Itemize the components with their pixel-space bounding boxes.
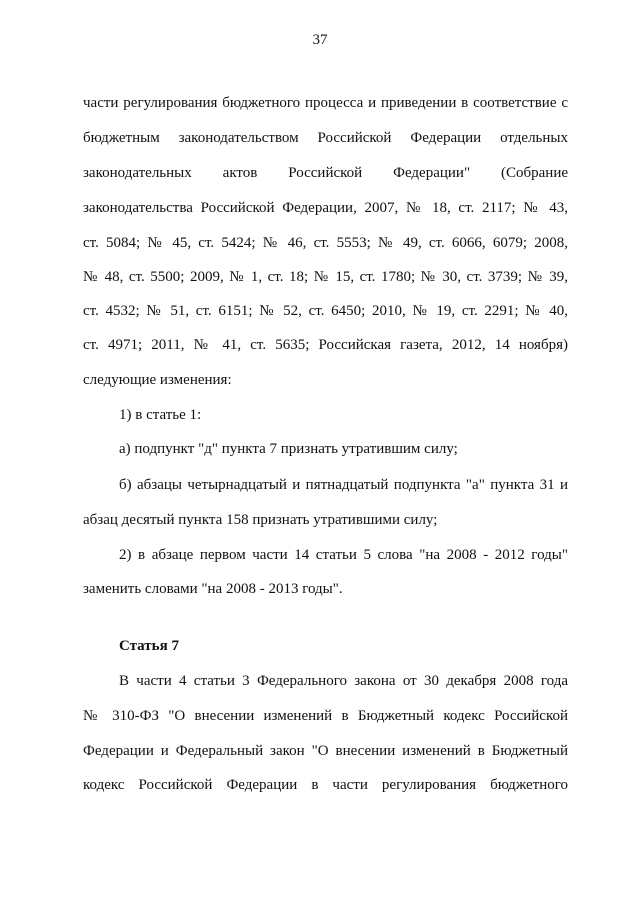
list-item: 1) в статье 1: <box>119 407 202 423</box>
text-line: ст. 4971; 2011, № 41, ст. 5635; Российская газета, 2012, 14 ноября) <box>83 337 568 353</box>
page-number: 37 <box>312 32 328 48</box>
text-line: Федерации и Федеральный закон "О внесении изменений в Бюджетный <box>83 743 568 759</box>
text-line: В части 4 статьи 3 Федерального закона от 30 декабря 2008 года <box>119 673 568 689</box>
text-line: ст. 4532; № 51, ст. 6151; № 52, ст. 6450; 2010, № 19, ст. 2291; № 40, <box>83 303 568 319</box>
text-line: части регулирования бюджетного процесса и приведении в соответствие с <box>83 95 568 111</box>
list-item: 2) в абзаце первом части 14 статьи 5 слова "на 2008 - 2012 годы" <box>119 547 568 563</box>
text-line: следующие изменения: <box>83 372 232 388</box>
list-item: б) абзацы четырнадцатый и пятнадцатый подпункта "а" пункта 31 и <box>119 477 568 493</box>
text-line: кодекс Российской Федерации в части регулирования бюджетного <box>83 777 568 793</box>
text-line: ст. 5084; № 45, ст. 5424; № 46, ст. 5553; № 49, ст. 6066, 6079; 2008, <box>83 235 568 251</box>
text-line: абзац десятый пункта 158 признать утратившими силу; <box>83 512 438 528</box>
text-line: заменить словами "на 2008 - 2013 годы". <box>83 581 343 597</box>
article-heading: Статья 7 <box>119 638 179 654</box>
list-item: а) подпункт "д" пункта 7 признать утратившим силу; <box>119 441 458 457</box>
text-line: законодательства Российской Федерации, 2007, № 18, ст. 2117; № 43, <box>83 200 568 216</box>
text-line: № 48, ст. 5500; 2009, № 1, ст. 18; № 15, ст. 1780; № 30, ст. 3739; № 39, <box>83 269 568 285</box>
text-line: бюджетным законодательством Российской Федерации отдельных <box>83 130 568 146</box>
text-line: законодательных актов Российской Федерации" (Собрание <box>83 165 568 181</box>
text-line: № 310-ФЗ "О внесении изменений в Бюджетный кодекс Российской <box>83 708 568 724</box>
